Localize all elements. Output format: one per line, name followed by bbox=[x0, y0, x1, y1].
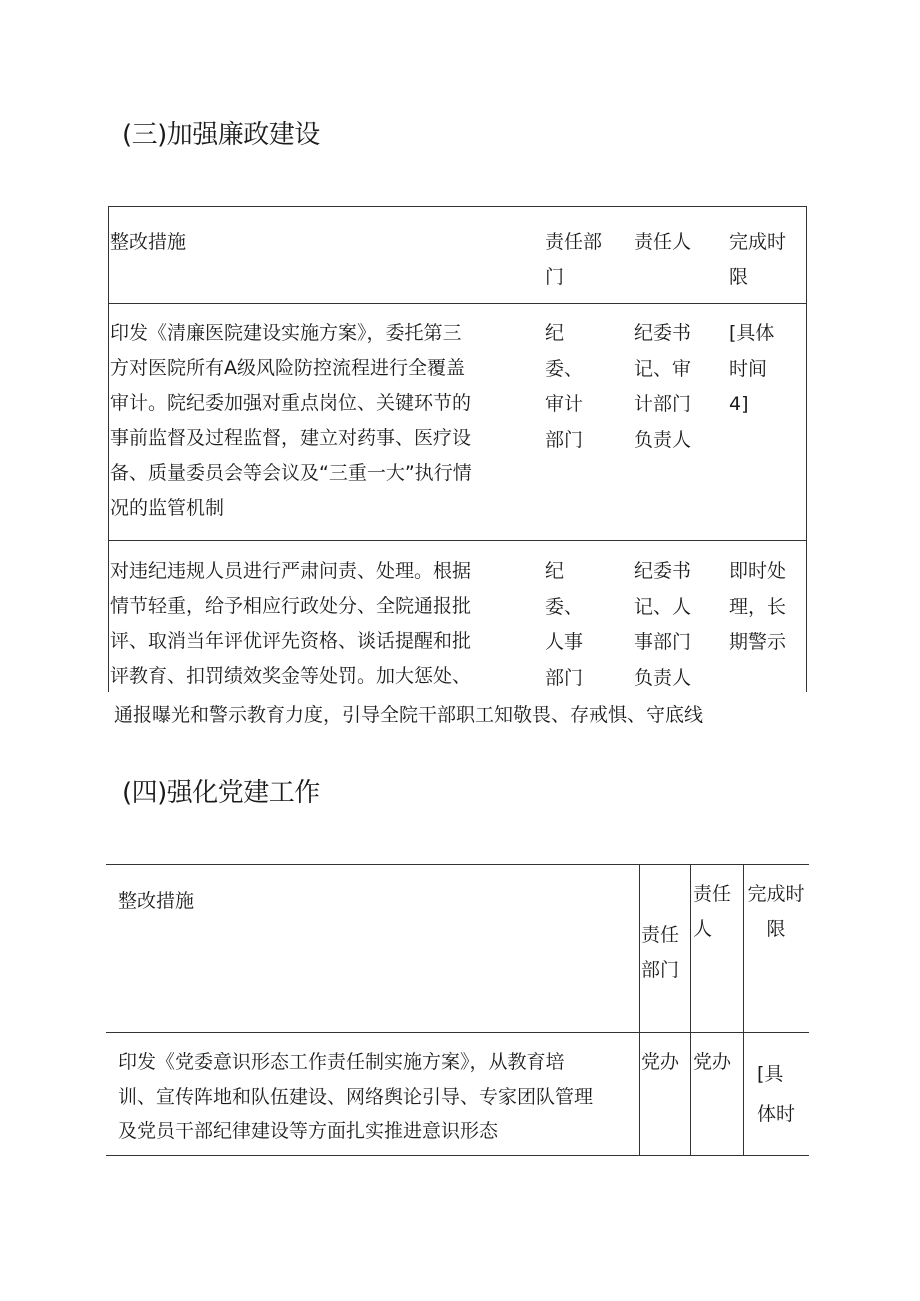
header-deadline: 完成时 限 bbox=[729, 231, 787, 288]
overflow-text-line: 通报曝光和警示教育力度，引导全院干部职工知敬畏、存戒惧、守底线 bbox=[114, 704, 704, 726]
section-3-title: (三)加强廉政建设 bbox=[122, 120, 320, 150]
table-row-2-deadline: 即时处 理，长 期警示 bbox=[729, 560, 787, 653]
table-row-divider bbox=[108, 303, 807, 304]
table-column-divider bbox=[690, 864, 691, 1155]
header-person: 责任人 bbox=[634, 231, 692, 253]
header-measures: 整改措施 bbox=[118, 890, 195, 912]
table-border-left bbox=[108, 206, 109, 692]
table-border-right bbox=[806, 206, 807, 692]
table-row-1-person: 党办 bbox=[693, 1051, 732, 1073]
table-row-1-person: 纪委书 记、审 计部门 负责人 bbox=[634, 322, 692, 451]
header-dept: 责任 部门 bbox=[641, 924, 680, 981]
table-border-top bbox=[106, 864, 809, 865]
table-row-1-dept: 党办 bbox=[641, 1051, 680, 1073]
header-measures: 整改措施 bbox=[110, 231, 187, 253]
table-row-divider bbox=[108, 540, 807, 541]
table-row-2-dept: 纪 委、 人事 部门 bbox=[545, 560, 584, 689]
header-person: 责任 人 bbox=[693, 883, 732, 940]
table-row-1-deadline: [具 体时 bbox=[757, 1063, 796, 1125]
table-row-1-deadline: [具体 时间 4] bbox=[729, 322, 775, 415]
table-column-divider bbox=[743, 864, 744, 1155]
table-row-1-dept: 纪 委、 审计 部门 bbox=[545, 322, 584, 451]
header-deadline: 完成时 限 bbox=[747, 883, 805, 940]
table-row-1-measure: 印发《清廉医院建设实施方案》，委托第三 方对医院所有A级风险防控流程进行全覆盖 审计。院纪委加强对重点岗位、关键环节的 事前监督及过程监督，建立对药事、医疗设 备、质量委员会等会议及“三重一大”执行情 况的监管机制 bbox=[110, 322, 472, 519]
header-dept: 责任部 门 bbox=[545, 231, 603, 288]
table-border-top bbox=[108, 206, 807, 207]
table-row-divider bbox=[106, 1032, 809, 1033]
table-row-1-measure: 印发《党委意识形态工作责任制实施方案》，从教育培 训、宣传阵地和队伍建设、网络舆论引导、专家团队管理 及党员干部纪律建设等方面扎实推进意识形态 bbox=[118, 1051, 594, 1142]
table-column-divider bbox=[639, 864, 640, 1155]
table-border-bottom bbox=[106, 1155, 809, 1156]
table-row-2-person: 纪委书 记、人 事部门 负责人 bbox=[634, 560, 692, 689]
section-4-title: (四)强化党建工作 bbox=[122, 778, 320, 808]
table-row-2-measure: 对违纪违规人员进行严肃问责、处理。根据 情节轻重，给予相应行政处分、全院通报批 评、取消当年评优评先资格、谈话提醒和批 评教育、扣罚绩效奖金等处罚。加大惩处、 bbox=[110, 560, 472, 687]
